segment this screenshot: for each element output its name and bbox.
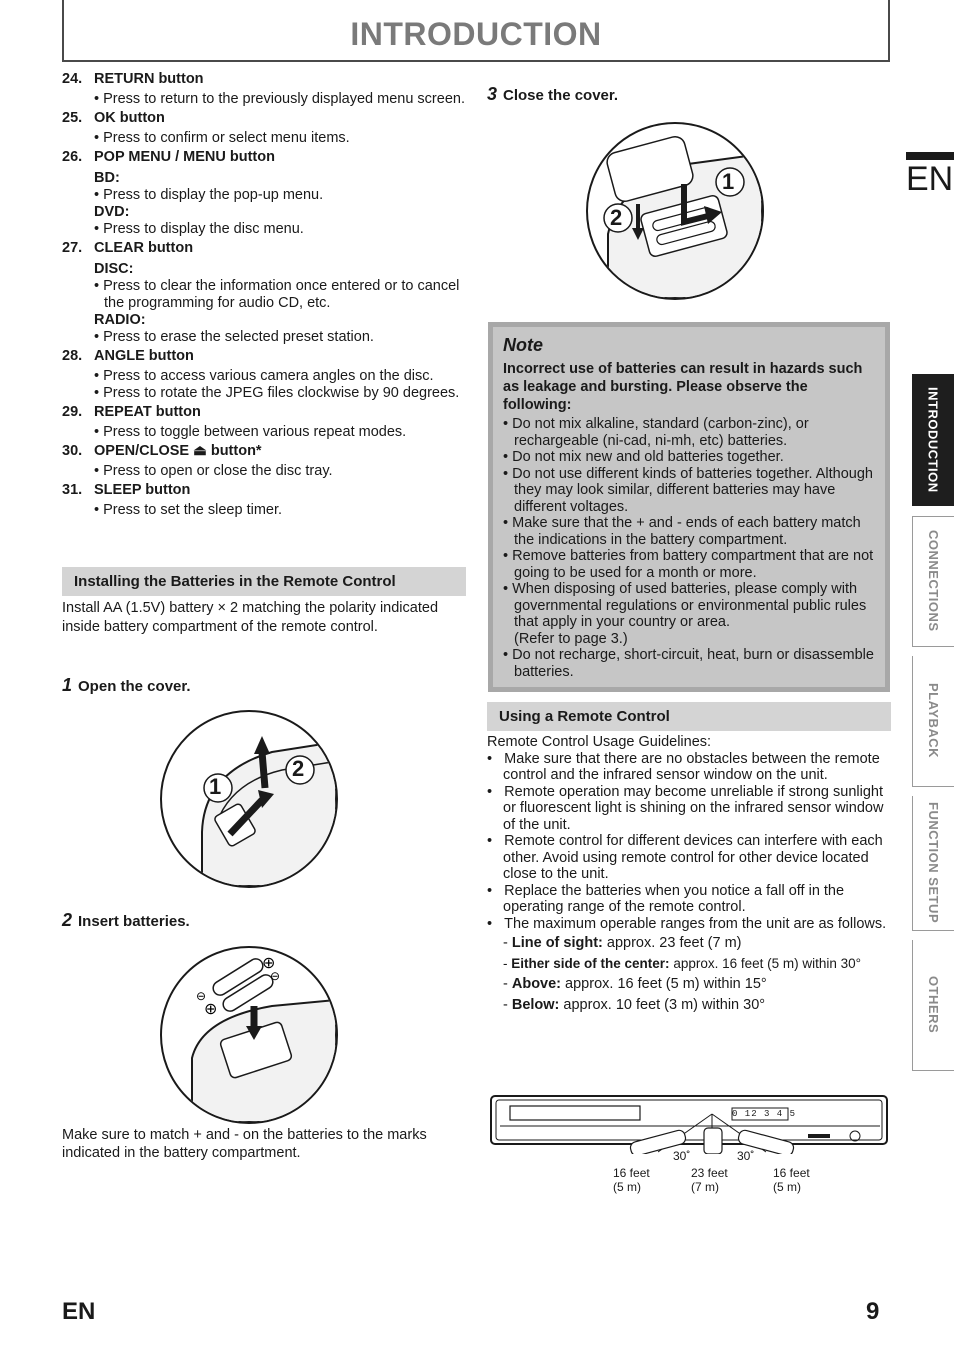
polarity-note: Make sure to match + and - on the batteries to the marks indicated in the battery compartment.	[62, 1127, 427, 1161]
side-tab-introduction[interactable]: INTRODUCTION	[912, 374, 954, 506]
side-tab-others[interactable]: OTHERS	[912, 940, 954, 1070]
range-line-of-sight: - Line of sight: approx. 23 feet (7 m)	[503, 935, 742, 951]
side-tab-playback[interactable]: PLAYBACK	[912, 656, 954, 786]
step-marker: 1	[722, 169, 735, 194]
player-range-diagram	[490, 1094, 888, 1144]
range-either-side: - Either side of the center: approx. 16 feet (5 m) within 30°	[503, 955, 862, 971]
remote-intro: Remote Control Usage Guidelines:	[487, 734, 712, 750]
note-title: Note	[503, 335, 543, 355]
item-30: 30. OPEN/CLOSE ⏏ button*	[62, 443, 262, 459]
note-reference: (Refer to page 3.)	[514, 630, 628, 647]
language-tab: EN	[906, 160, 954, 198]
left-range-label: 16 feet (5 m)	[613, 1166, 650, 1194]
right-range-label: 16 feet (5 m)	[773, 1166, 810, 1194]
step-marker: 1	[209, 774, 222, 799]
range-above: - Above: approx. 16 feet (5 m) within 15°	[503, 976, 767, 992]
note-item: • Do not mix alkaline, standard (carbon-zinc), or rechargeable (ni-cad, ni-mh, etc) batteries.	[503, 416, 875, 449]
item-29: 29. REPEAT button	[62, 404, 201, 420]
page-number: 9	[866, 1298, 880, 1325]
list-item: • The maximum operable ranges from the unit are as follows.	[487, 916, 891, 933]
list-item: • Press to confirm or select menu items.	[62, 130, 466, 147]
note-item: • When disposing of used batteries, please comply with governmental regulations or environmental public rules that apply in your country or area.	[503, 581, 875, 631]
list-item: • Press to display the pop-up menu.	[62, 187, 466, 204]
step-marker: 2	[610, 205, 623, 230]
list-item: • Press to display the disc menu.	[62, 221, 466, 238]
list-item: • Press to set the sleep timer.	[62, 502, 466, 519]
insert-batteries-illustration	[160, 946, 338, 1124]
item-28: 28. ANGLE button	[62, 348, 194, 364]
footer-language: EN	[62, 1298, 96, 1325]
tab-divider	[912, 786, 954, 787]
step-2: 2 Insert batteries.	[62, 910, 190, 930]
svg-text:⊖: ⊖	[196, 989, 207, 1003]
item-25: 25. OK button	[62, 110, 165, 126]
list-item: • Remote control for different devices can interfere with each other. Avoid using remote control for other device located close to the unit.	[487, 833, 891, 883]
item-24: 24. RETURN button	[62, 71, 204, 87]
item-26: 26. POP MENU / MENU button	[62, 149, 275, 165]
item-27: 27. CLEAR button	[62, 240, 194, 256]
close-cover-illustration	[586, 122, 764, 300]
open-cover-illustration	[160, 710, 338, 888]
remote-section-header: Using a Remote Control	[487, 702, 891, 731]
item-31: 31. SLEEP button	[62, 482, 191, 498]
note-item: • Do not use different kinds of batteries together. Although they may look similar, different batteries may have different voltages.	[503, 466, 875, 516]
sub-label: DVD:	[94, 204, 130, 220]
tab-divider	[912, 646, 954, 647]
list-item: • Press to access various camera angles on the disc.	[62, 368, 466, 385]
side-tab-function-setup[interactable]: FUNCTION SETUP	[912, 796, 954, 930]
note-lead: Incorrect use of batteries can result in hazards such as leakage and bursting. Please observe the following:	[503, 361, 863, 413]
list-item: • Press to return to the previously displayed menu screen.	[62, 91, 466, 108]
tab-divider	[912, 930, 954, 931]
list-item: • Press to toggle between various repeat modes.	[62, 424, 466, 441]
note-item: • Make sure that the + and - ends of each battery match the indications in the battery compartment.	[503, 515, 875, 548]
step-marker: 2	[292, 756, 305, 781]
install-intro: Install AA (1.5V) battery × 2 matching the polarity indicated inside battery compartment of the remote control.	[62, 600, 439, 635]
svg-text:⊕: ⊕	[262, 955, 276, 972]
remote-open-cover-icon	[162, 712, 336, 886]
range-below: - Below: approx. 10 feet (3 m) within 30°	[503, 996, 766, 1013]
svg-text:⊕: ⊕	[204, 1001, 218, 1018]
list-item: • Press to erase the selected preset station.	[62, 329, 466, 346]
step-3: 3 Close the cover.	[487, 84, 619, 104]
page-title: INTRODUCTION	[350, 16, 602, 52]
note-item: • Remove batteries from battery compartment that are not going to be used for a month or more.	[503, 548, 875, 581]
angle-right-label: 30˚	[737, 1149, 755, 1163]
side-tab-connections[interactable]: CONNECTIONS	[912, 516, 954, 646]
note-box	[488, 322, 890, 692]
svg-text:⊖: ⊖	[270, 969, 281, 983]
sub-label: RADIO:	[94, 312, 146, 328]
sub-label: DISC:	[94, 261, 134, 277]
battery-insert-icon	[162, 948, 336, 1122]
list-item: • Press to open or close the disc tray.	[62, 463, 466, 480]
list-item: • Press to rotate the JPEG files clockwise by 90 degrees.	[62, 385, 466, 402]
note-item: • Do not mix new and old batteries together.	[503, 449, 875, 466]
sub-label: BD:	[94, 170, 120, 186]
display-readout: 0 12 3 4 5	[732, 1109, 797, 1119]
tab-divider	[912, 1070, 954, 1071]
list-item: • Replace the batteries when you notice a fall off in the operating range of the remote control.	[487, 883, 891, 916]
angle-left-label: 30˚	[673, 1149, 691, 1163]
center-range-label: 23 feet (7 m)	[691, 1166, 728, 1194]
bluray-player-icon	[490, 1094, 888, 1154]
note-item: • Do not recharge, short-circuit, heat, burn or disassemble batteries.	[503, 647, 875, 680]
install-section-header: Installing the Batteries in the Remote Control	[62, 567, 466, 596]
list-item: • Remote operation may become unreliable if strong sunlight or fluorescent light is shining on the infrared sensor window of the unit.	[487, 784, 891, 834]
list-item: • Press to clear the information once entered or to cancel the programming for audio CD, etc.	[62, 278, 466, 312]
remote-guidelines	[487, 734, 891, 1013]
step-1: 1 Open the cover.	[62, 675, 191, 695]
button-list	[62, 71, 466, 519]
eject-icon: ⏏	[193, 443, 207, 459]
list-item: • Make sure that there are no obstacles between the remote control and the infrared sensor window on the unit.	[487, 751, 891, 784]
